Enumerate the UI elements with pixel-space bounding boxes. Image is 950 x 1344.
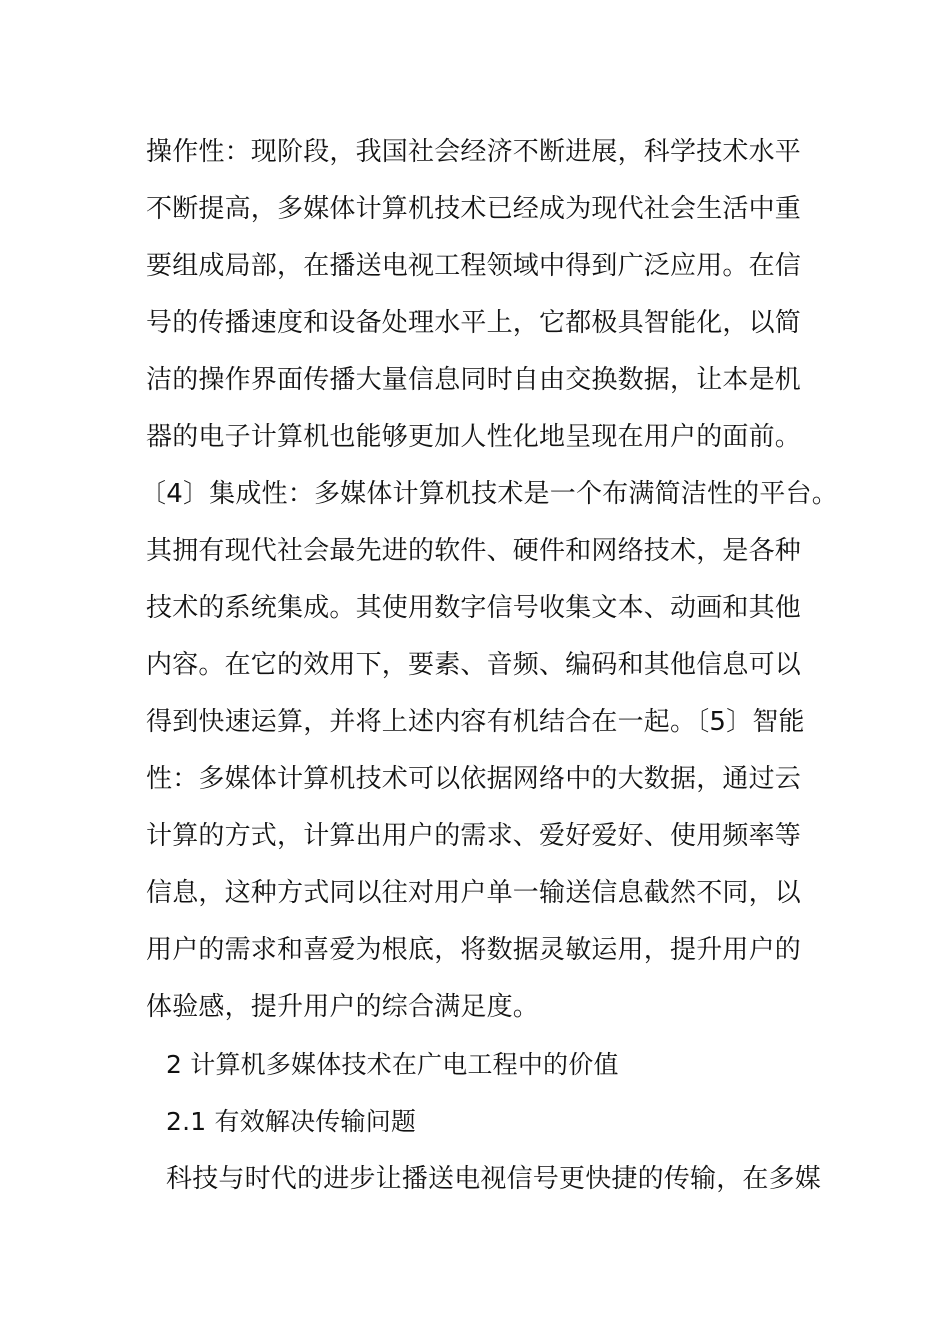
paragraph-line: 体验感，提升用户的综合满足度。	[146, 992, 540, 1022]
paragraph-line: 科技与时代的进步让播送电视信号更快捷的传输，在多媒	[166, 1164, 822, 1194]
paragraph-line: 器的电子计算机也能够更加人性化地呈现在用户的面前。	[146, 422, 802, 452]
paragraph-line: 性：多媒体计算机技术可以依据网络中的大数据，通过云	[146, 764, 802, 794]
section-heading-2: 2 计算机多媒体技术在广电工程中的价值	[166, 1050, 619, 1079]
paragraph-line: 得到快速运算，并将上述内容有机结合在一起。〔5〕智能	[146, 707, 805, 737]
paragraph-line: 计算的方式，计算出用户的需求、爱好爱好、使用频率等	[146, 821, 802, 851]
paragraph-line: 技术的系统集成。其使用数字信号收集文本、动画和其他	[146, 593, 802, 623]
paragraph-line: 〔4〕集成性：多媒体计算机技术是一个布满简洁性的平台。	[140, 479, 838, 509]
paragraph-line: 用户的需求和喜爱为根底，将数据灵敏运用，提升用户的	[146, 935, 802, 965]
paragraph-line: 操作性：现阶段，我国社会经济不断进展，科学技术水平	[146, 137, 802, 167]
paragraph-line: 内容。在它的效用下，要素、音频、编码和其他信息可以	[146, 650, 802, 680]
paragraph-line: 不断提高，多媒体计算机技术已经成为现代社会生活中重	[146, 194, 802, 224]
section-heading-2-1: 2.1 有效解决传输问题	[166, 1107, 417, 1136]
paragraph-line: 号的传播速度和设备处理水平上，它都极具智能化，以简	[146, 308, 802, 338]
paragraph-line: 信息，这种方式同以往对用户单一输送信息截然不同，以	[146, 878, 802, 908]
paragraph-line: 其拥有现代社会最先进的软件、硬件和网络技术，是各种	[146, 536, 802, 566]
paragraph-line: 洁的操作界面传播大量信息同时自由交换数据，让本是机	[146, 365, 802, 395]
paragraph-line: 要组成局部，在播送电视工程领域中得到广泛应用。在信	[146, 251, 802, 281]
